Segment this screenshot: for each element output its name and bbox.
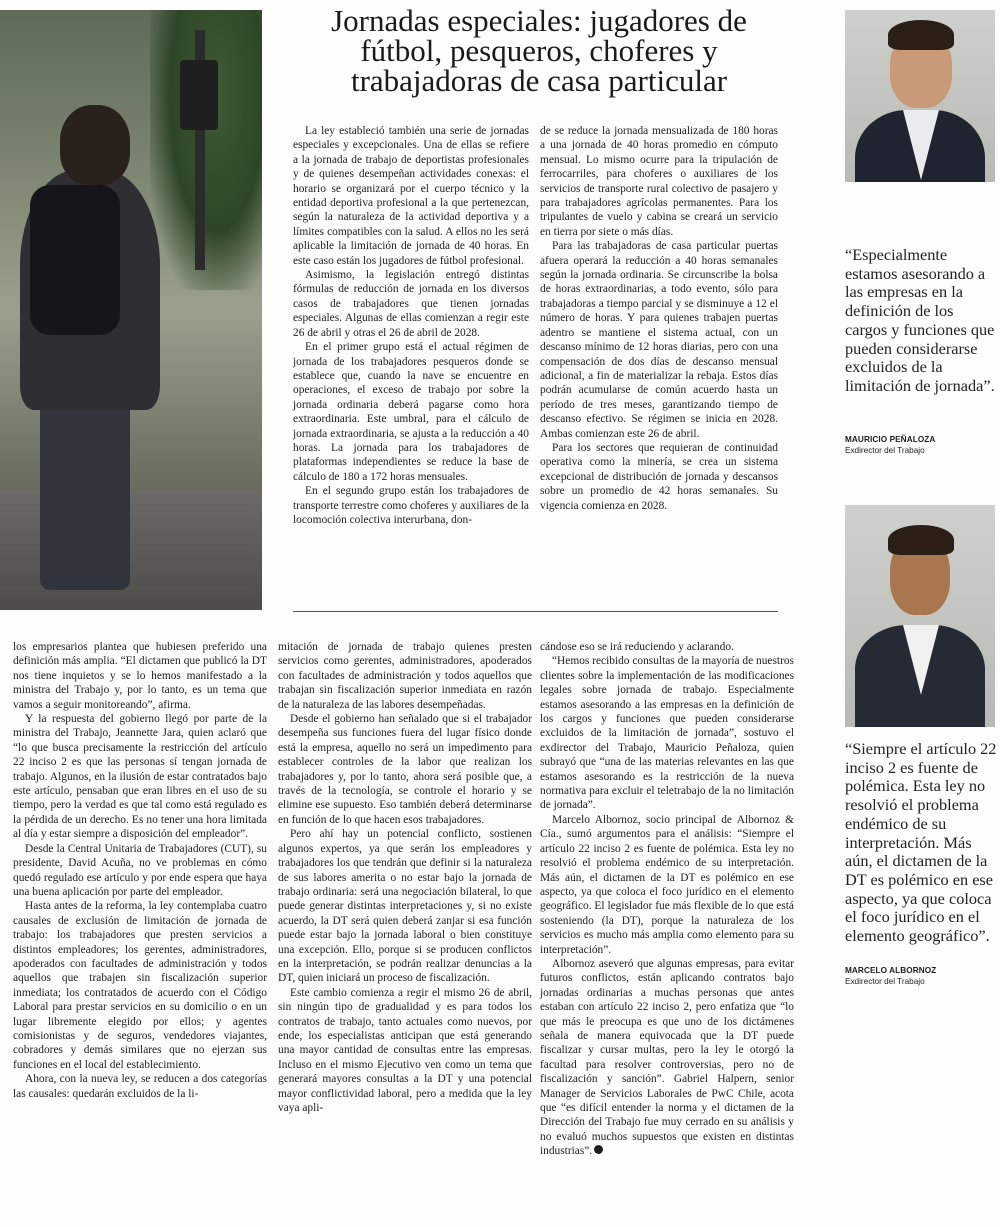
paragraph: Para los sectores que requieran de continuidad operativa como la minería, se crea un sistema excepcional de distribución de jornada y descansos sobre un promedio de 42 horas semanales. Su vigencia comienza en 2028.	[540, 441, 778, 512]
portrait-hair	[888, 20, 954, 50]
article-headline: Jornadas especiales: jugadores de fútbol, pesqueros, choferes y trabajadoras de casa particular	[331, 3, 747, 98]
paragraph: En el segundo grupo están los trabajadores de transporte terrestre como choferes y auxiliares de la locomoción colectiva interurbana, don-	[293, 485, 529, 526]
paragraph: Hasta antes de la reforma, la ley contemplaba cuatro causales de exclusión de limitación de jornada de trabajo: los trabajadores que presten servicios a distintos empleadores; los gerentes, administradores, apoderados con facultades de administración y todos aquellos que trabajen sin fiscalización superior inmediata; los contratados de acuerdo con el Código Laboral para prestar servicios en su domicilio o en un lugar libremente elegido por ellos; y agentes comisionistas y de seguros, vendedores viajantes, cobradores y demás similares que no ejerzan sus funciones en el local del establecimiento.	[13, 900, 267, 1071]
section-divider	[293, 611, 778, 612]
paragraph: Marcelo Albornoz, socio principal de Albornoz & Cía., sumó argumentos para el análisis: “Siempre el artículo 22 inciso 2 es fuente de polémica. Esta ley no resolvió el problema endémico de su interpretación. Más aún, el dictamen de la DT es polémico en ese aspecto, ya que coloca el foco jurídico en el elemento geográfico. El legislador fue más flexible de lo que está sosteniendo (la DT), porque la naturaleza de los servicios es mucho más amplia como elemento para su interpretación”.	[540, 813, 794, 956]
end-of-article-icon	[594, 1145, 603, 1154]
photo-person-legs	[40, 390, 130, 590]
photo-tree	[150, 10, 262, 290]
paragraph: “Hemos recibido consultas de la mayoría de nuestros clientes sobre la implementación de las modificaciones legales sobre jornada de trabajo. Especialmente estamos asesorando a las empresas en la definición de los cargos y funciones que pueden considerarse excluidos de la limitación de jornada”, sostuvo el exdirector del Trabajo, Mauricio Peñaloza, quien subrayó que “una de las materias relevantes en las que estamos asesorando es la restricción de la nueva normativa para excluir el teletrabajo de la no limitación de jornada”.	[540, 655, 794, 812]
photo-backpack	[30, 185, 120, 335]
paragraph-last	[540, 957, 794, 1159]
paragraph: La ley estableció también una serie de jornadas especiales y excepcionales. Una de ellas se refiere a la jornada de trabajo de deportistas profesionales y de quienes desempeñan actividades conexas: el horario se organizará por el cuerpo técnico y la entidad deportiva profesional a la que pertenezcan, según la naturaleza de la actividad deportiva y a límites compatibles con la salud. A ellos no les será aplicable la limitación de jornada de 40 horas. En este caso están los jugadores de fútbol profesional.	[293, 125, 529, 267]
top-column-2	[540, 124, 778, 513]
photo-traffic-light	[180, 60, 218, 130]
paragraph-text: Albornoz aseveró que algunas empresas, para evitar futuros conflictos, están aplicando contratos bajo jornadas ordinarias a muchas personas que antes estaban con artículo 22 inciso 2, pero enfatiza que “lo que más le preocupa es que uno de los dictámenes señala de manera equivocada que la DT puede fiscalizar y cursar multas, pero la ley le otorgó la facultad para resolver controversias, pero no de fiscalización y sanción”. Gabriel Halpern, senior Manager de Servicios Laborales de PwC Chile, acota que “es difícil entender la norma y el dictamen de la Dirección del Trabajo fue muy cerrado en su análisis y no evaluó muchos supuestos que existen en distintas industrias”.	[540, 957, 794, 1158]
paragraph: Para las trabajadoras de casa particular puertas afuera operará la reducción a 40 horas semanales según la jornada ordinaria. Se circunscribe la bolsa de horas extraordinarias, a todo evento, sólo para trabajadoras a tiempo parcial y se disminuye a 12 el número de horas. Y para quienes trabajen puertas adentro se mantiene el sistema actual, con un descanso mínimo de 12 horas diarias, pero con una compensación de dos días de descanso mensual adicional, a fin de materializar la rebaja. Estos días podrán acumularse de común acuerdo hasta un período de tres meses, garantizando tiempo de descanso efectivo. Se régimen se inicia en 2028. Ambas comienzan este 26 de abril.	[540, 240, 778, 440]
paragraph: Y la respuesta del gobierno llegó por parte de la ministra del Trabajo, Jeannette Jara, quien aclaró que “lo que busca precisamente la restricción del artículo 22 inciso 2 es que las personas sí tengan jornada de trabajo. Algunos, en la ilusión de estar contratados bajo este artículo, pensaban que eran libres en el uso de su tiempo, pero la verdad es que tal como está regulado es la pérdida de un derecho. Es no tener una hora limitada al día y estar siempre a disposición del empleador”.	[13, 713, 267, 841]
body-column-1	[13, 640, 267, 1101]
main-photo-pedestrian	[0, 10, 262, 610]
pull-quote-2-role: Exdirector del Trabajo	[845, 977, 925, 986]
photo-person-head	[60, 105, 130, 185]
paragraph: de se reduce la jornada mensualizada de 180 horas a una jornada de 40 horas promedio en cómputo mensual. Lo mismo ocurre para la tripulación de ferrocarriles, para choferes o auxiliares de los servicios de transporte rural colectivo de pasajero y para trabajadores agrícolas permanentes. Para los tripulantes de vuelo y cabina se creará un servicio en tierra por siete o más días.	[540, 125, 778, 238]
paragraph: Pero ahí hay un potencial conflicto, sostienen algunos expertos, ya que serán los empleadores y trabajadores los que tendrán que definir si la naturaleza de sus labores amerita o no estar bajo la jornada de trabajo ordinaria: será una negociación bilateral, lo que puede generar distintas interpretaciones y, si no existe acuerdo, la DT será quien deberá zanjar si esa función puede estar bajo la jornada laboral o bien constituye una excepción. Ello, porque si se producen conflictos en la interpretación, se podrán realizar denuncias a la DT, quien iniciará un proceso de fiscalización.	[278, 828, 532, 985]
paragraph: Ahora, con la nueva ley, se reducen a dos categorías las causales: quedarán excluidos de la li-	[13, 1073, 267, 1100]
pull-quote-1-name: MAURICIO PEÑALOZA	[845, 435, 936, 444]
paragraph: Desde la Central Unitaria de Trabajadores (CUT), su presidente, David Acuña, no ve problemas en cómo quedó regulado ese artículo y por ende espera que haya una buena aplicación por parte del empleador.	[13, 842, 267, 898]
portrait-marcelo-albornoz	[845, 505, 995, 727]
pull-quote-1-role: Exdirector del Trabajo	[845, 446, 925, 455]
top-column-1	[293, 124, 529, 527]
pull-quote-1: “Especialmente estamos asesorando a las empresas en la definición de los cargos y funciones que pueden considerarse excluidos de la limitación de jornada”.	[845, 245, 995, 395]
body-column-2	[278, 640, 532, 1115]
portrait-hair	[888, 525, 954, 555]
paragraph: mitación de jornada de trabajo quienes presten servicios como gerentes, administradores, apoderados con facultades de administración y todos aquellos que trabajan sin fiscalización superior inmediata en razón de la naturaleza de las labores desempeñadas.	[278, 641, 532, 711]
pull-quote-2-name: MARCELO ALBORNOZ	[845, 966, 937, 975]
pull-quote-2: “Siempre el artículo 22 inciso 2 es fuente de polémica. Esta ley no resolvió el problema endémico de su interpretación. Más aún, el dictamen de la DT es polémico en ese aspecto, ya que coloca el foco jurídico en el elemento geográfico”.	[845, 739, 997, 946]
paragraph: Desde el gobierno han señalado que si el trabajador desempeña sus funciones fuera del lugar físico donde está la empresa, aquello no será un impedimento para establecer controles de la labor que realizan los trabajadores y, por lo tanto, ahora será posible que, a través de la tecnología, se controle el horario y se elimine ese supuesto. Eso también deberá determinarse en función de lo que hacen esos trabajadores.	[278, 713, 532, 826]
paragraph: los empresarios plantea que hubiesen preferido una definición más amplia. “El dictamen que publicó la DT nos tiene inquietos y se lo hemos manifestado a la ministra del Trabajo y, por lo tanto, es un tema que vamos a seguir monitoreando”, afirma.	[13, 641, 267, 711]
paragraph: En el primer grupo está el actual régimen de jornada de los trabajadores pesqueros donde se establece que, cuando la nave se encuentre en operaciones, el exceso de trabajo por sobre la jornada ordinaria deberá pagarse como hora extraordinaria. Este umbral, para el cálculo de jornada extraordinaria, se ajusta a la reducción a 40 horas. La jornada para los trabajadores de plataformas independientes se reduce la base de cálculo de 180 a 172 horas mensuales.	[293, 341, 529, 483]
paragraph: Asimismo, la legislación entregó distintas fórmulas de reducción de jornada en los diversos casos de trabajadores que tienen jornadas especiales. Algunas de ellas comienzan a regir este 26 de abril y otras el 26 de abril de 2028.	[293, 269, 529, 339]
paragraph: Este cambio comienza a regir el mismo 26 de abril, sin ningún tipo de gradualidad y es para todos los contratos de trabajo, tanto actuales como nuevos, por ende, los especialistas anticipan que está generando una mayor cantidad de consultas entre las empresas. Incluso en el mismo Ejecutivo ven como un tema que generará mayores consultas a la DT y una potencial mayor conflictividad laboral, pero a medida que la ley vaya apli-	[278, 986, 532, 1114]
body-column-3	[540, 640, 794, 1159]
paragraph: cándose eso se irá reduciendo y aclarando.	[540, 641, 734, 653]
portrait-mauricio-penaloza	[845, 10, 995, 182]
